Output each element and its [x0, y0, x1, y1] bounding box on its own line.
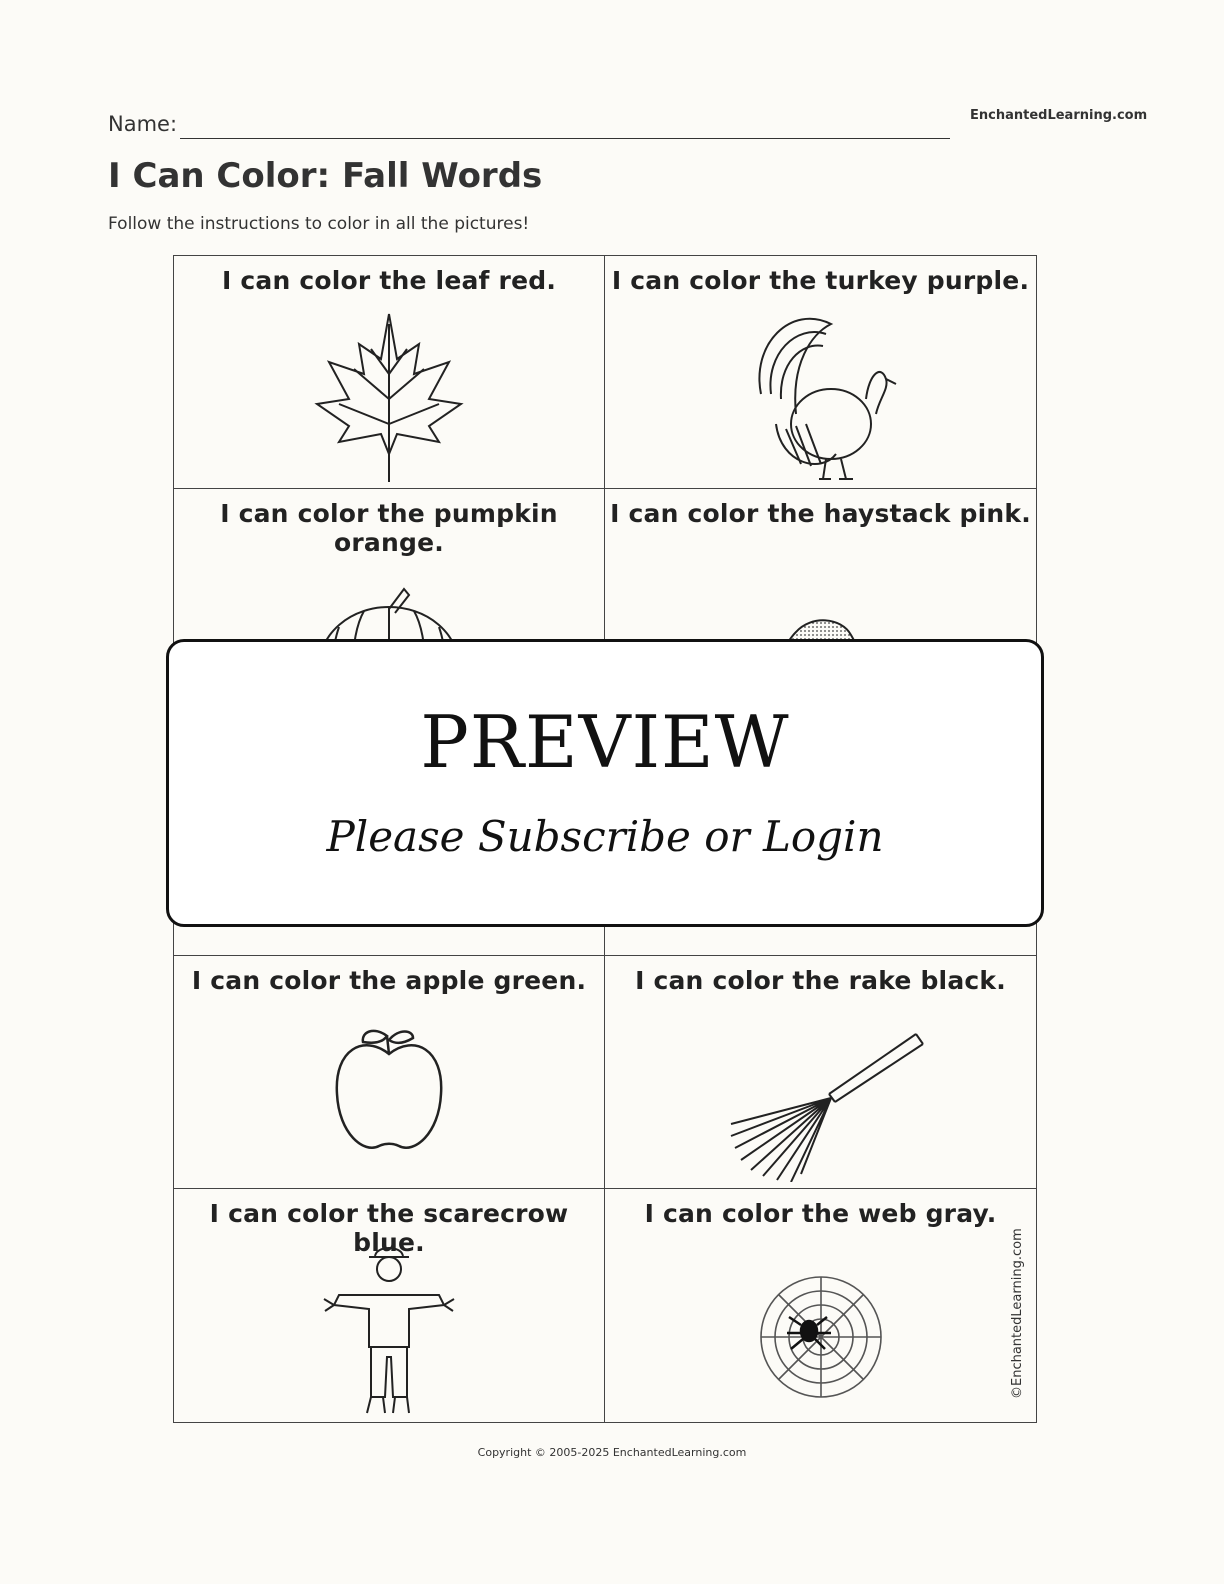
vertical-watermark: ©EnchantedLearning.com	[1010, 1228, 1025, 1399]
site-name[interactable]: EnchantedLearning.com	[970, 108, 1148, 123]
cell-apple	[174, 956, 605, 1189]
cell-scarecrow	[174, 1189, 605, 1422]
preview-title: PREVIEW	[420, 700, 790, 784]
page-title: I Can Color: Fall Words	[108, 156, 543, 196]
scarecrow-icon	[279, 1237, 499, 1415]
preview-overlay[interactable]	[166, 639, 1044, 927]
cell-caption: I can color the turkey purple.	[611, 266, 1030, 295]
cell-caption: I can color the scarecrow blue.	[209, 1198, 569, 1257]
cell-caption: I can color the haystack pink.	[610, 499, 1031, 529]
cell-leaf	[174, 256, 605, 489]
worksheet-header	[108, 108, 1148, 148]
cell-caption: I can color the apple green.	[191, 965, 587, 995]
cell-caption: I can color the leaf red.	[221, 266, 557, 295]
name-field-line[interactable]	[180, 138, 950, 139]
instructions: Follow the instructions to color in all the pictures!	[108, 214, 530, 234]
name-label: Name:	[108, 112, 178, 136]
subscribe-login-prompt[interactable]: Please Subscribe or Login	[326, 812, 884, 861]
cell-turkey	[605, 256, 1036, 489]
cell-caption: I can color the web gray.	[644, 1198, 997, 1228]
maple-leaf-icon	[279, 304, 499, 482]
spider-web-icon	[711, 1237, 931, 1415]
copyright-footer: Copyright © 2005-2025 EnchantedLearning.com	[477, 1446, 747, 1459]
rake-icon	[711, 1004, 931, 1182]
turkey-icon	[711, 304, 931, 482]
cell-web	[605, 1189, 1036, 1422]
cell-rake	[605, 956, 1036, 1189]
apple-icon	[279, 1004, 499, 1182]
cell-caption: I can color the pumpkin orange.	[220, 499, 558, 558]
cell-caption: I can color the rake black.	[635, 965, 1006, 995]
